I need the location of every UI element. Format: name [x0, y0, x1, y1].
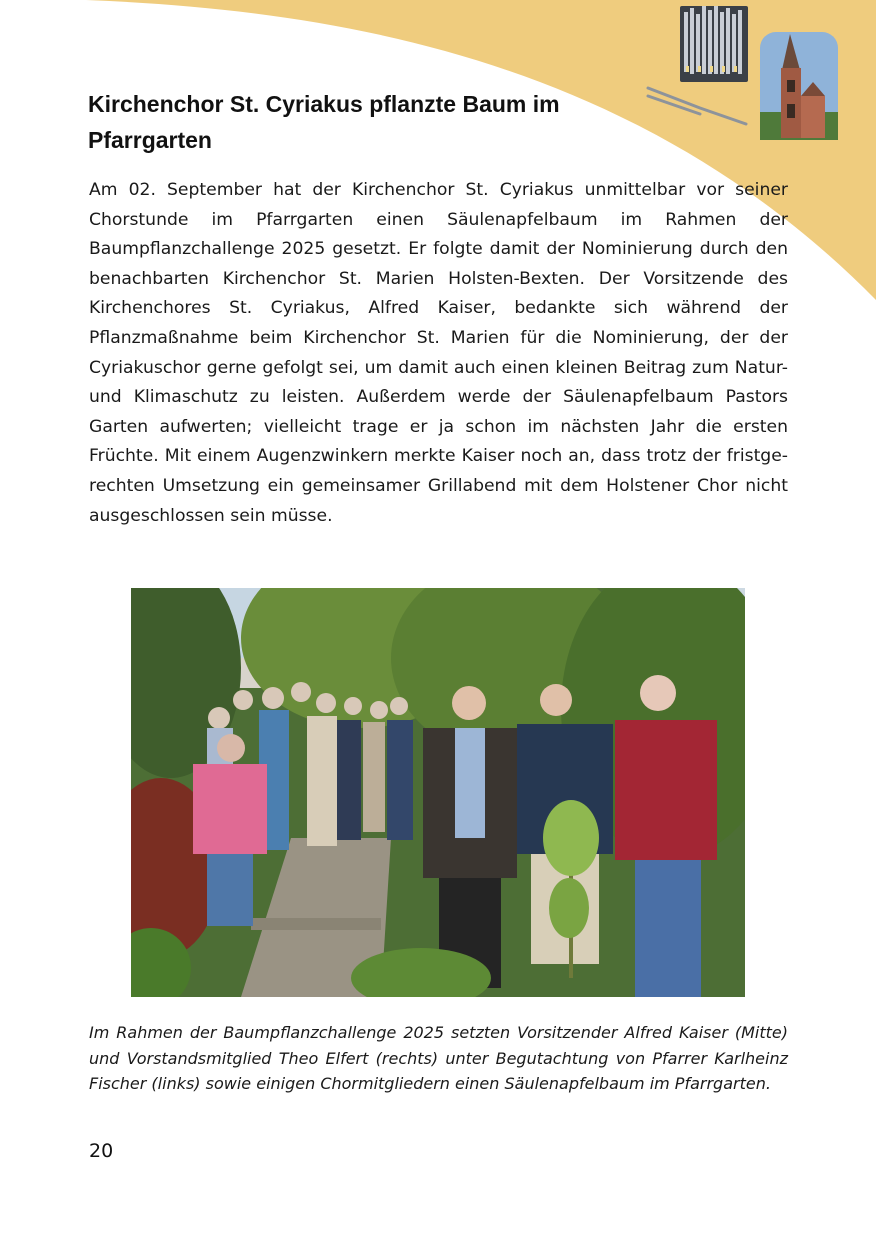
church-tower-icon	[760, 32, 838, 140]
photo-caption: Im Rahmen der Baumpflanzchallenge 2025 setzten Vorsitzender Alfred Kaiser (Mitte) und Vorstandsmitglied Theo Elfert (rechts) unter Begutachtung von Pfarrer Karlheinz Fischer (links) sowie einigen Chormitgliedern einen Säulenapfelbaum im Pfarrgarten.	[89, 1023, 788, 1093]
page-number: 20	[89, 1140, 114, 1162]
group-photo	[131, 588, 745, 997]
article-title: Kirchenchor St. Cyriakus pflanzte Baum im Pfarrgarten	[88, 91, 560, 153]
article-body: Am 02. September hat der Kirchenchor St. Cyriakus unmittelbar vor seiner Chorstunde im Pfarrgarten einen Säulenapfelbaum im Rahmen der Baumpflanzchallenge 2025 gesetzt. Er folgte damit der Nominierung durch den benachbarten Kirchenchor St. Marien Holsten-Bexten. Der Vorsitzende des Kirchenchores St. Cyriakus, Alfred Kaiser, bedankte sich während der Pflanzmaßnahme beim Kirchenchor St. Marien für die Nominierung, der der Cyriakuschor gerne gefolgt sei, um damit auch einen kleinen Beitrag zum Natur- und Klimaschutz zu leisten. Außerdem werde der Säulenapfelbaum Pastors Garten aufwerten; vielleicht trage er ja schon im nächsten Jahr die ersten Früchte. Mit einem Augenzwinkern merkte Kaiser noch an, dass trotz der fristgerechten Umsetzung ein gemeinsamer Grillabend mit dem Holstener Chor nicht ausgeschlossen sein müsse.	[89, 180, 788, 526]
organ-pipes-icon	[680, 6, 748, 82]
